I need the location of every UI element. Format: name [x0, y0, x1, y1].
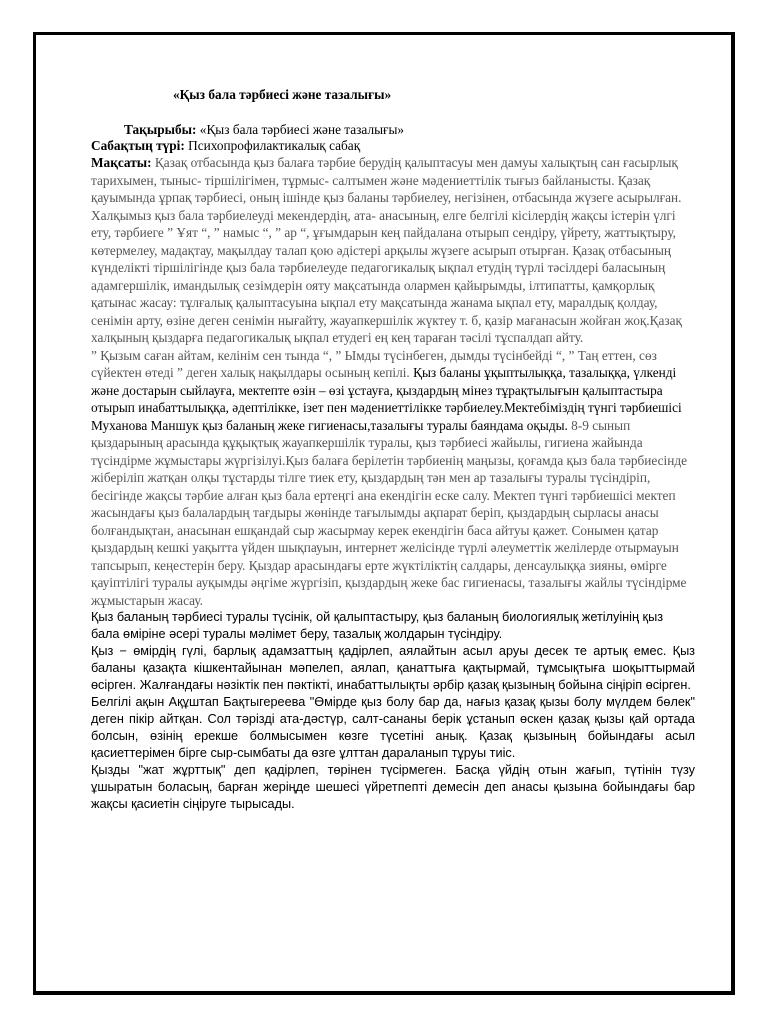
- paragraph-poet: Белгілі ақын Ақұштап Бақтыгереева "Өмірде қыз болу бар да, нағыз қазақ қызы болу мүлдем бөлек" деген пікір айтқан. Сол тәрізді ата-дәстүр, салт-сананы берік ұстанып өскен қазақ қызы қай ортада болсын, өзінің ерекше болмысымен көзге түсетіні анық. Қазақ қызының бойындағы асыл қасиеттерімен бірге сыр-сымбаты да өзге ұлттан дараланып тұруы тиіс.: [91, 695, 695, 760]
- topic-label: Тақырыбы:: [124, 122, 197, 137]
- proverbs-text: ” Қызым саған айтам, келінім сен тында “, ” Ымды түсінбеген, дымды түсінбейді “, ” Таң еттен, сөз сүйектен өтеді ” деген халық нақылдары осының кепілі.: [91, 347, 657, 380]
- paragraph-proverbs: [91, 347, 695, 610]
- lesson-type-value: Психопрофилактикалық сабақ: [184, 138, 361, 153]
- topic-value: «Қыз бала тәрбиесі және тазалығы»: [196, 122, 405, 137]
- upbringing-text: Қыз баланы ұқыптылыққа, тазалыққа, үлкенді және достарын сыйлауға, мектепте өзін – өзі ұстауға, қыздардың мінез тұрақтылығын қалыптастыра отырып инабаттылыққа, әдептілікке, ізет пен мәдениеттілікке тәрбиелеу.Мектебіміздің түнгі тәрбиешісі Муханова Маншук қыз баланың жеке гигиенасы,тазалығы туралы баяндама оқыды.: [91, 365, 682, 433]
- explanation-text: 8-9 сынып қыздарының арасында құқықтық жауапкершілік туралы, қыз тәрбиесі жайылы, гигиена жайында түсіндірме жұмыстары жүргізілуі.Қыз балаға берілетін тәрбиенің маңызы, қоғамда қыз бала тәрбиесінде жіберіліп жатқан олқы тұстарды тілге тиек ету, қыздардың тән мен ар тазалығы туралы түсіндіріп, бесігінде жақсы тәрбие алған қыз бала ертеңгі ана екендігін еске салу. Мектеп түнгі тәрбиешісі мектеп жасындағы қыз балалардың тағдыры жөнінде тағылымды ақпарат беріп, қыздардың сырласы анасы болғандықтан, анасынан ешқандай сыр жасырмау керек екендігін баса айтуы қажет. Сонымен қатар қыздардың кешкі уақытта үйден шықпауын, интернет желісінде түрлі әлеуметтік желілерде отырмауын тапсырып, кеңестерін беру. Қыздар арасындағы ерте жүктіліктің салдары, денсаулыққа зияны, өмірге қауіптілігі туралы ауқымды әңгіме жүргізіп, қыздардың жеке бас гигиенасы, тазалығы жайлы түсіндірме жұмыстарын жасау.: [91, 417, 688, 608]
- topic-line: [91, 122, 695, 138]
- lesson-type-line: [91, 138, 695, 154]
- goal-text: Қазақ отбасында қыз балаға тәрбие берудің қалыптасуы мен дамуы халықтың сан ғасырлық тарихымен, тыныс- тіршілігімен, тұрмыс- салтымен және мәдениеттілік тығыз байланысты. Қазақ қауымында ұрпақ тәрбиесі, оның ішінде қыз баланы тәрбиелеу, негізінен, отбасында жүзеге асырылған.: [91, 155, 682, 205]
- paragraph-concept: Қыз баланың тәрбиесі туралы түсінік, ой қалыптастыру, қыз баланың биологиялық жетілуінің қыз бала өміріне әсері туралы мәлімет беру, тазалық жолдарын түсіндіру.: [91, 610, 664, 641]
- document-title: «Қыз бала тәрбиесі және тазалығы»: [173, 87, 392, 102]
- goal-label: Мақсаты:: [91, 155, 152, 170]
- goal-paragraph: [91, 154, 695, 207]
- paragraph-custom: Қызды "жат жұрттық" деп қадірлеп, төрінен түсірмеген. Басқа үйдің отын жағып, түтінін түзу ұшыратын боласың, барған жеріңде шешесі үйретпепті демесін деп анасы қызына бойындағы бар жақсы қасиетін сіңіруге тырысады.: [91, 763, 695, 811]
- document-body: [91, 86, 695, 813]
- lesson-type-label: Сабақтың түрі:: [91, 138, 185, 153]
- paragraph-flower: Қыз − өмірдің гүлі, барлық адамзаттың қадірлеп, аялайтын асыл аруы десек те артық емес. Қыз баланы қазақта кішкентайынан мәпелеп, аялап, қанаттыға қақтырмай, тұмсықтыға шоқыттырмай өсірген. Жалғандағы нәзіктік пен пәктікті, инабаттылықты әрбір қазақ қызының бойына сіңіріп өсірген.: [91, 644, 695, 692]
- paragraph-methods: Халқымыз қыз бала тәрбиелеуді мекендердің, ата- анасының, елге белгілі кісілердің жақсы істерін үлгі ету, тәрбиеге ” Ұят “, ” намыс “, ” ар “, ұғымдарын кең пайдалана отырып сендіру, үйрету, жаттықтыру, көтермелеу, мадақтау, мақылдау талап қою әдістері арқылы жүзеге асырып отырған. Қазақ отбасының күнделікті тіршілігінде қыз бала тәрбиелеуде педагогикалық ықпал етудің түрлі тәсілдері баласының адамгершілік, имандылық сезімдерін ояту мақсатында олармен қайырымды, ілтипатты, қамқорлық қатынас жасау: тұлғалық қалыптасуына ықпал ету мақсатында жанама ықпал ету, маралдық қолдау, сенімін арту, өзіне деген сенімін нығайту, жауапкершілік жүктеу т. б, қазір мағанасын жойған жоқ.Қазақ халқының қыздарға педагогикалық ықпал етудегі ең кең тараған тәсілі тұспалдап айту.: [91, 207, 683, 345]
